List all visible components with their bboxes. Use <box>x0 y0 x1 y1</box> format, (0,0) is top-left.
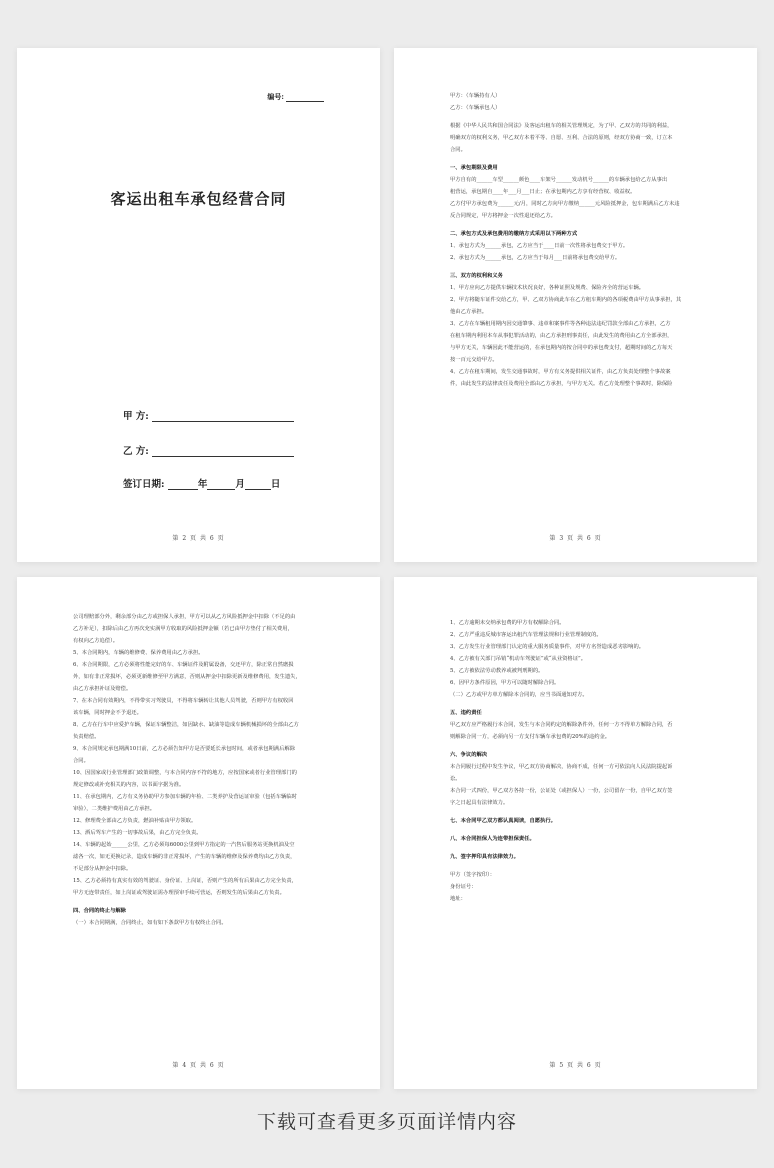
contract-page-3 <box>394 48 757 562</box>
text-line: 负责赔偿。 <box>73 734 100 740</box>
text-line: 4、乙方在租车期间，发生交通事故时，甲方有义务提供相关证件，由乙方负责处理整个事故案 <box>450 369 671 375</box>
text-line: 11、在承包期内，乙方有义务协助甲方参加车辆的年检、二类养护及营运证审验（包括车辆临时 <box>73 794 297 800</box>
text-line: 地址： <box>450 896 466 902</box>
text-line: 规定修改或补充相关的内容，以书面字据为准。 <box>73 782 185 788</box>
section-heading: 三、双方的权利和义务 <box>450 273 503 279</box>
text-line: 合同。 <box>450 147 466 153</box>
download-caption: 下载可查看更多页面详情内容 <box>256 1111 517 1133</box>
text-line: 9、本合同规定承包期满10日前，乙方必须告知甲方是否要延长承包时间，或者承包期满后解除 <box>73 746 295 752</box>
text-line: 6、本合同期限，乙方必须将性能完好的车、车辆证件及附属设备，交还甲方，除正常自然磨损 <box>73 662 294 668</box>
page-footer: 第 4 页 共 6 页 <box>172 1062 225 1069</box>
text-line: 14、车辆的起始______公里，乙方必须每6000公里到甲方指定的一汽售后服务站更换机油及空 <box>73 842 295 848</box>
text-line: 1、甲方应向乙方提供车辆技术状况良好，各种证照及规费、保险齐全的营运车辆。 <box>450 285 645 291</box>
text-line: 则解除合同一方，必须向另一方支付车辆车承包费的20%的违约金。 <box>450 734 611 740</box>
party-b-label: 乙 方: <box>123 446 149 457</box>
text-line: 乙方：（车辆承包人） <box>450 105 501 111</box>
text-line: 12、修理费全部由乙方负责，燃油补贴由甲方领取。 <box>73 818 197 824</box>
text-line: 不足部分从押金中扣除。 <box>73 866 132 872</box>
text-line: 乙方付甲方承包费为______元/月，同时乙方向甲方缴纳______元风险抵押金，包车期满后乙方未违 <box>450 201 680 207</box>
text-line: 6、因甲方条件原因，甲方可以随时解除合同。 <box>450 680 560 686</box>
contract-page-4 <box>17 577 380 1089</box>
section-heading: 二、承包方式及承包费用的缴纳方式采用以下两种方式 <box>450 231 578 237</box>
text-line: 7、在本合同有效期内，不得带实习驾驶员，不得将车辆转让其他人员驾驶，否则甲方有权收回 <box>73 698 294 704</box>
text-line: 1、承包方式为______承包，乙方应当于____日前一次性将承包费交于甲方。 <box>450 243 629 249</box>
party-b-signature <box>123 443 294 457</box>
text-line: 5、本合同期内，车辆的维修费、保养费用由乙方承担。 <box>73 650 204 656</box>
text-line: 甲方无连带责任，如上岗证或驾驶证需办理预审手续可营运，否则发生的后果由乙方负责。 <box>73 890 285 896</box>
text-line: 2、乙方严重违反城市客运出租汽车管理法规和行业管理制度的。 <box>450 632 602 638</box>
text-line: 5、乙方被依法劳动教养或被判刑期的。 <box>450 668 544 674</box>
serial-number <box>267 92 324 102</box>
text-line: 甲乙双方应严格履行本合同，发生与本合同约定的解除条件外，任何一方不得单方解除合同，否 <box>450 722 673 728</box>
text-line: 15、乙方必须持有真实有效的驾驶证、身份证、上岗证，否则产生的所有后果由乙方完全负责， <box>73 878 297 884</box>
text-line: 件，由此发生的法律责任及费用全部由乙方承担，与甲方无关。若乙方处理整个事故时，除保险 <box>450 381 673 387</box>
day-label: 日 <box>270 479 281 490</box>
text-line: 1、乙方逾期未交纳承包费的甲方有权解除合同。 <box>450 620 565 626</box>
text-line: 讼。 <box>450 776 461 782</box>
text-line: 租营运，承包期自____年___月___日止；在承包期内乙方享有经营权、收益权。 <box>450 189 636 195</box>
text-line: 滤各一次，如无更换记录，造成车辆的非正常损坏，产生的车辆的维修及保养费均由乙方负责， <box>73 854 296 860</box>
cover-page <box>17 48 380 562</box>
month-label: 月 <box>235 479 245 490</box>
text-line: 根据《中华人民共和国合同法》及客运出租车的相关管理规定，为了甲、乙双方的共同的利益， <box>450 123 673 129</box>
text-line: 2、承包方式为______承包，乙方应当于每月___日前将承包费交给甲方。 <box>450 255 621 261</box>
section-heading: 六、争议的解决 <box>450 752 488 758</box>
section-heading: 一、承包期限及费用 <box>450 165 498 171</box>
text-line: 本合同一式四份，甲乙双方各持一份，公证处（或担保人）一份，公司留存一份，自甲乙双方签 <box>450 788 673 794</box>
page-footer: 第 3 页 共 6 页 <box>549 535 602 542</box>
text-line: 甲方：（车辆持有人） <box>450 93 501 99</box>
section-heading: 八、本合同担保人为连带担保责任。 <box>450 836 535 842</box>
text-line: 乙方补足），扣除后由乙方再次充实满甲方收取的风险抵押金额（若已由甲方垫付了相关费用， <box>73 626 293 632</box>
page-footer: 第 5 页 共 6 页 <box>549 1062 602 1069</box>
text-line: 该车辆，同时押金不予退还。 <box>73 710 142 716</box>
text-line: 本合同履行过程中发生争议，甲乙双方协商解决，协商不成，任何一方可依法向人民法院提起诉 <box>450 764 673 770</box>
text-line: 甲方（签字按印）： <box>450 872 496 878</box>
text-line: 字之日起具有法律效力。 <box>450 800 509 806</box>
text-line: （二）乙方或甲方单方解除本合同的，应当书面通知对方。 <box>450 692 588 698</box>
contract-page-5 <box>394 577 757 1089</box>
text-line: 他由乙方承担。 <box>450 309 488 315</box>
text-line: 13、酒后驾车产生的一切事故后果，由乙方完全负责。 <box>73 830 202 836</box>
party-a-signature <box>123 408 294 422</box>
text-line: 甲方自有的______车型______颜色____车架号______发动机号______的车辆承包给乙方从事出 <box>450 177 668 183</box>
section-heading: 七、本合同甲乙双方都认真阅读，自愿执行。 <box>450 818 556 824</box>
text-line: 10、因国家或行业管理部门政策调整，与本合同内容不符的地方，应按国家或者行业管理部门的 <box>73 770 297 776</box>
contract-title: 客运出租车承包经营合同 <box>110 190 287 208</box>
serial-label: 编号: <box>267 92 284 101</box>
text-line: 明确双方的权利义务，甲乙双方本着平等、自愿、互利、合法的原则，经双方协商一致，订立本 <box>450 135 673 141</box>
text-line: 反合同规定，甲方将押金一次性退还给乙方。 <box>450 213 556 219</box>
text-line: （一）本合同期满，合同终止，如有如下条款甲方有权终止合同。 <box>73 920 227 926</box>
party-a-label: 甲 方: <box>123 411 149 422</box>
text-line: 按一百元交给甲方。 <box>450 357 498 363</box>
text-line: 3、乙方发生行业管理部门认定的重大服务质量事件，对甲方名誉造成恶劣影响的。 <box>450 644 645 650</box>
text-line: 在租车期内利用本车从事犯罪活动的，由乙方承担刑事责任，由此发生的费用由乙方全部承担， <box>450 333 673 339</box>
year-label: 年 <box>197 479 208 490</box>
sign-date-label: 签订日期: <box>123 479 165 490</box>
text-line: 4、乙方被有关部门吊销“机动车驾驶证”或“从业资格证”。 <box>450 656 587 662</box>
page-text <box>73 611 330 929</box>
signing-date <box>123 476 280 490</box>
text-line: 外，如有非正常损坏，必须更新维修至甲方满意，否则从押金中扣除更新及维修费用，发生遗失， <box>73 674 301 680</box>
section-heading: 四、合同的终止与解除 <box>73 908 126 914</box>
text-line: 2、甲方将随车证件交给乙方，甲、乙双方协商此车在乙方租车期内的各项税费由甲方从事承担，其 <box>450 297 682 303</box>
page-text <box>450 617 707 905</box>
text-line: 有权向乙方追偿）。 <box>73 638 119 644</box>
section-heading: 九、签字押印具有法律效力。 <box>450 854 519 860</box>
page-footer: 第 2 页 共 6 页 <box>172 535 225 542</box>
text-line: 公司理赔部分外，剩余部分由乙方或担保人承担，甲方可以从乙方风险抵押金中扣除（不足的由 <box>73 614 296 620</box>
text-line: 由乙方承担补证及赔偿。 <box>73 686 132 692</box>
text-line: 与甲方无关，车辆因此不能营运的，在承包期内的按合同中的承包费支付，超期时间的乙方每天 <box>450 345 673 351</box>
text-line: 身份证号： <box>450 884 477 890</box>
text-line: 审验），二类维护费用由乙方承担。 <box>73 806 156 812</box>
page-text <box>450 90 707 390</box>
section-heading: 五、违约责任 <box>450 710 482 716</box>
text-line: 合同。 <box>73 758 89 764</box>
text-line: 3、乙方在车辆租用期内因交通肇事、违章和案事件等各种违法违纪罚款全部由乙方承担，乙方 <box>450 321 671 327</box>
text-line: 8、乙方在行车中应爱护车辆，保证车辆整洁，如因缺水、缺油等造成车辆机械损坏的全部由乙方 <box>73 722 299 728</box>
